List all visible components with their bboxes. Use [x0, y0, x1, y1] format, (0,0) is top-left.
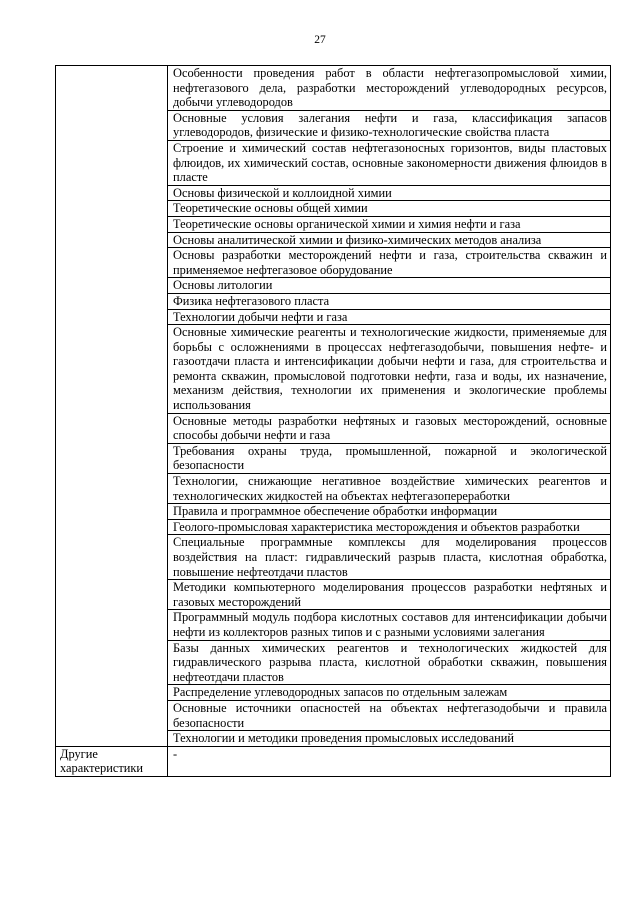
knowledge-item: Базы данных химических реагентов и технологических жидкостей для гидравлического разрыва пласта, кислотной обработки скважин, повышения нефтеотдачи пластов: [168, 640, 611, 685]
knowledge-table: [55, 65, 611, 777]
other-characteristics-label: Другие характеристики: [56, 746, 168, 776]
knowledge-item: Программный модуль подбора кислотных составов для интенсификации добычи нефти из коллекторов разных типов и с разными условиями залегания: [168, 610, 611, 640]
knowledge-item: Требования охраны труда, промышленной, пожарной и экологической безопасности: [168, 443, 611, 473]
page-number: 27: [314, 34, 326, 46]
knowledge-item: Основные методы разработки нефтяных и газовых месторождений, основные способы добычи нефти и газа: [168, 413, 611, 443]
knowledge-item: Технологии, снижающие негативное воздействие химических реагентов и технологических жидкостей на объектах нефтегазопереработки: [168, 474, 611, 504]
section-label-cell: [56, 66, 168, 747]
knowledge-item: Правила и программное обеспечение обработки информации: [168, 504, 611, 520]
knowledge-item: Методики компьютерного моделирования процессов разработки нефтяных и газовых месторождений: [168, 580, 611, 610]
knowledge-item: Основы физической и коллоидной химии: [168, 185, 611, 201]
knowledge-item: Технологии добычи нефти и газа: [168, 309, 611, 325]
knowledge-item: Основы разработки месторождений нефти и газа, строительства скважин и применяемое нефтегазовое оборудование: [168, 248, 611, 278]
knowledge-item: Теоретические основы органической химии и химия нефти и газа: [168, 216, 611, 232]
knowledge-item: Основы литологии: [168, 278, 611, 294]
knowledge-item: Геолого-промысловая характеристика месторождения и объектов разработки: [168, 519, 611, 535]
knowledge-item: Основные условия залегания нефти и газа, классификация запасов углеводородов, физические и физико-технологические свойства пласта: [168, 110, 611, 140]
knowledge-table-body: [56, 66, 611, 777]
table-row-other: [56, 746, 611, 776]
knowledge-item: Технологии и методики проведения промысловых исследований: [168, 731, 611, 747]
knowledge-item: Основы аналитической химии и физико-химических методов анализа: [168, 232, 611, 248]
knowledge-item: Основные источники опасностей на объектах нефтегазодобычи и правила безопасности: [168, 700, 611, 730]
knowledge-item: Строение и химический состав нефтегазоносных горизонтов, виды пластовых флюидов, их химический состав, основные закономерности движения флюидов в пласте: [168, 140, 611, 185]
other-characteristics-value: -: [168, 746, 611, 776]
table-row: [56, 66, 611, 111]
knowledge-item: Особенности проведения работ в области нефтегазопромысловой химии, нефтегазового дела, разработки месторождений углеводородных ресурсов, добычи углеводородов: [168, 66, 611, 111]
knowledge-item: Распределение углеводородных запасов по отдельным залежам: [168, 685, 611, 701]
knowledge-item: Теоретические основы общей химии: [168, 201, 611, 217]
knowledge-item: Основные химические реагенты и технологические жидкости, применяемые для борьбы с осложнениями в процессах нефтегазодобычи, повышения нефте- и газоотдачи пласта и интенсификации добычи нефти и газа, для строительства и ремонта скважин, промысловой подготовки нефти, газа и воды, их назначение, механизм действия, технологии их применения и экологические проблемы использования: [168, 325, 611, 414]
knowledge-item: Физика нефтегазового пласта: [168, 293, 611, 309]
knowledge-item: Специальные программные комплексы для моделирования процессов воздействия на пласт: гидравлический разрыв пласта, кислотная обработка, повышение нефтеотдачи пластов: [168, 535, 611, 580]
